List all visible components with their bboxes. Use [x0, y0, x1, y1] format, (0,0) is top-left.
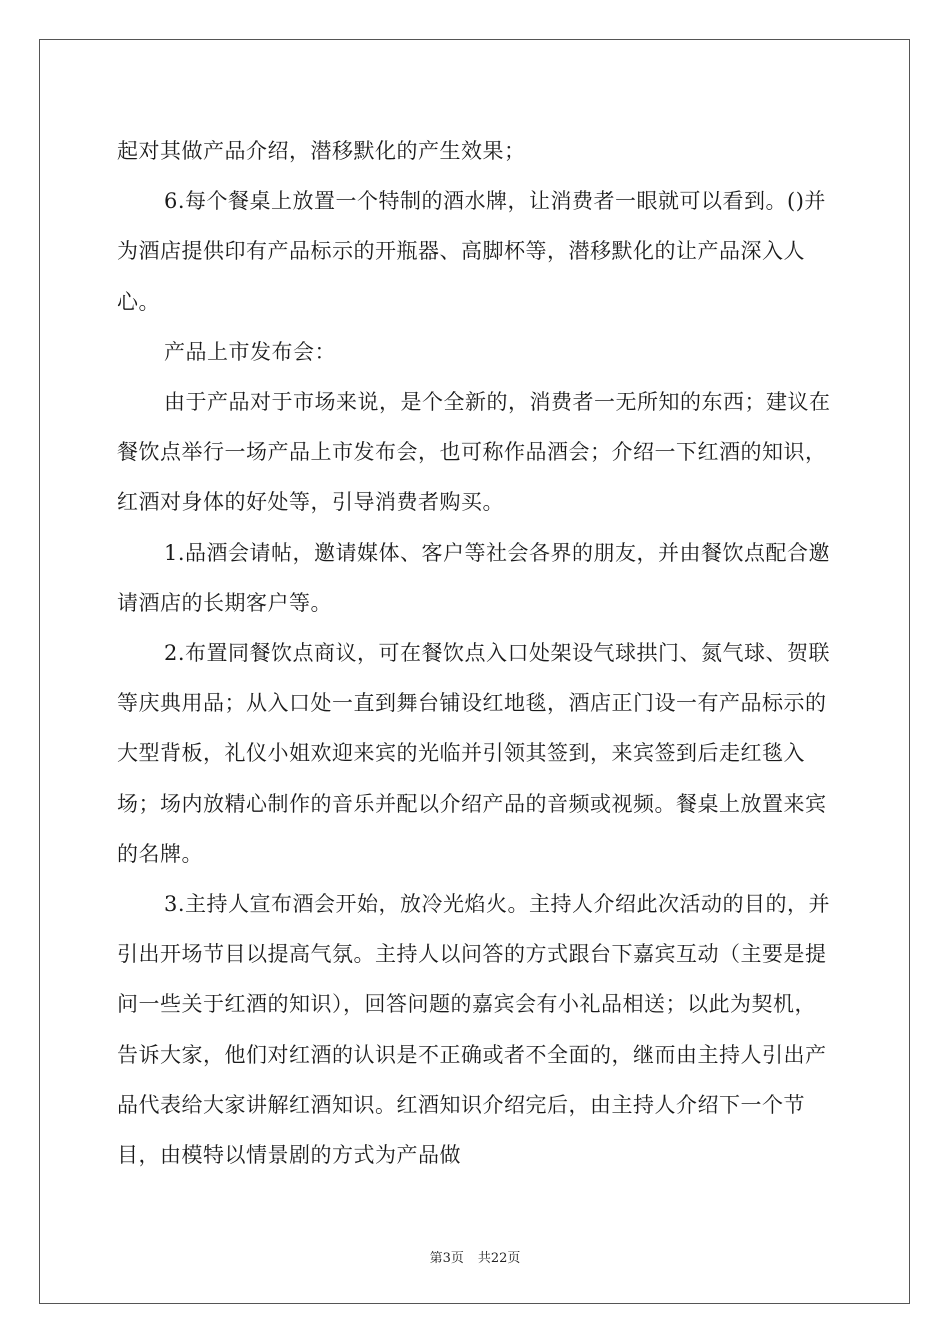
page-footer — [0, 1247, 950, 1266]
page-number: 第3页 — [429, 1251, 464, 1266]
page-total: 共22页 — [477, 1251, 521, 1266]
paragraph-5: 1.品酒会请帖，邀请媒体、客户等社会各界的朋友，并由餐饮点配合邀请酒店的长期客户等。 — [117, 540, 831, 615]
paragraph-3: 产品上市发布会： — [164, 339, 336, 364]
paragraph-1: 起对其做产品介绍，潜移默化的产生效果； — [117, 139, 526, 163]
paragraph-4: 由于产品对于市场来说，是个全新的，消费者一无所知的东西；建议在餐饮点举行一场产品上市发布会，也可称作品酒会；介绍一下红酒的知识，红酒对身体的好处等，引导消费者购买。 — [117, 390, 831, 515]
paragraph-6: 2.布置同餐饮点商议，可在餐饮点入口处架设气球拱门、氮气球、贺联等庆典用品；从入口处一直到舞台铺设红地毯，酒店正门设一有产品标示的大型背板，礼仪小姐欢迎来宾的光临并引领其签到，来宾签到后走红毯入场；场内放精心制作的音乐并配以介绍产品的音频或视频。餐桌上放置来宾的名牌。 — [117, 641, 831, 866]
document-body — [117, 126, 837, 1180]
paragraph-7: 3.主持人宣布酒会开始，放冷光焰火。主持人介绍此次活动的目的，并引出开场节目以提高气氛。主持人以问答的方式跟台下嘉宾互动（主要是提问一些关于红酒的知识），回答问题的嘉宾会有小礼品相送；以此为契机，告诉大家，他们对红酒的认识是不正确或者不全面的，继而由主持人引出产品代表给大家讲解红酒知识。红酒知识介绍完后，由主持人介绍下一个节目，由模特以情景剧的方式为产品做 — [117, 892, 831, 1168]
paragraph-2: 6.每个餐桌上放置一个特制的酒水牌，让消费者一眼就可以看到。()并为酒店提供印有产品标示的开瓶器、高脚杯等，潜移默化的让产品深入人心。 — [117, 189, 826, 314]
